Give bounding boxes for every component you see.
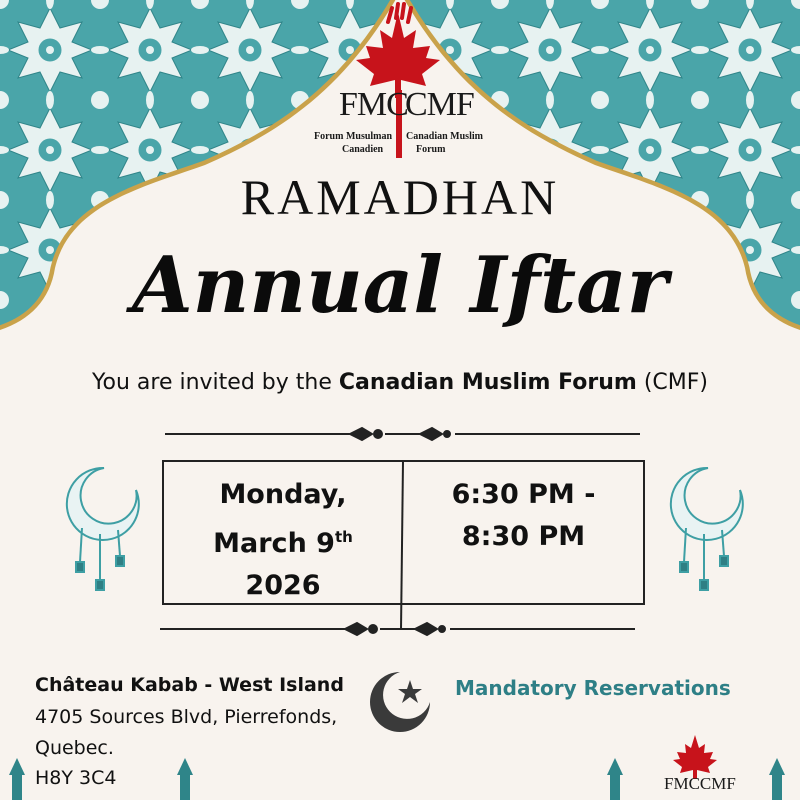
venue-street: 4705 Sources Blvd, Pierrefonds, <box>35 706 338 728</box>
event-month-day: March 9 <box>213 528 335 559</box>
invite-suffix: (CMF) <box>643 370 708 395</box>
logo-right-line2: Forum <box>416 144 446 155</box>
event-year: 2026 <box>245 570 321 601</box>
event-time-end: 8:30 PM <box>461 521 586 552</box>
venue-name: Château Kabab - West Island <box>35 674 344 696</box>
title-annual-iftar: Annual Iftar <box>132 240 668 331</box>
small-logo <box>664 774 736 794</box>
event-day: Monday, <box>219 479 347 510</box>
event-time <box>403 474 644 558</box>
mandatory-reservations: Mandatory Reservations <box>455 676 731 700</box>
title-ramadhan: RAMADHAN <box>240 169 560 225</box>
small-logo-cmf: CMF <box>699 774 736 793</box>
logo-left-line1: Forum Musulman <box>314 131 393 142</box>
venue-postal: H8Y 3C4 <box>35 767 117 789</box>
event-ordinal: th <box>334 528 353 546</box>
venue-province: Quebec. <box>35 737 114 759</box>
invite-prefix: You are invited by the <box>91 370 332 395</box>
logo-right-line1: Canadian Muslim <box>406 131 483 142</box>
small-logo-fmc: FMC <box>664 774 700 793</box>
logo-left-line2: Canadien <box>342 144 384 155</box>
invite-org: Canadian Muslim Forum <box>338 370 637 395</box>
event-date <box>163 474 403 607</box>
event-month-day-line <box>163 516 403 565</box>
logo-fmc: FMC <box>339 86 408 123</box>
logo-cmf: CMF <box>405 86 474 123</box>
event-time-start: 6:30 PM - <box>451 479 596 510</box>
invite-line <box>0 370 800 395</box>
